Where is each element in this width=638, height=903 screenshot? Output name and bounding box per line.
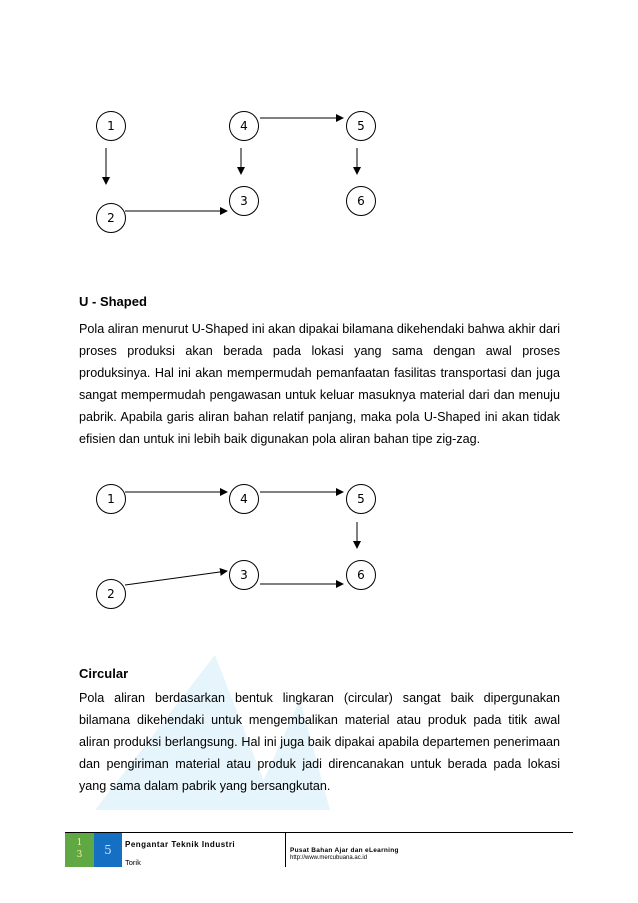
node-2: 2 [96,579,126,609]
node-5: 5 [346,111,376,141]
node-1: 1 [96,111,126,141]
flow-diagram-top [0,0,638,240]
section-heading-circular: Circular [79,666,129,681]
node-3: 3 [229,186,259,216]
section-heading-u-shaped: U - Shaped [79,294,147,309]
section-text-u-shaped: Pola aliran menurut U-Shaped ini akan dipakai bilamana dikehendaki bahwa akhir dari proses produksi akan berada pada lokasi yang sama dengan awal proses produksinya. Hal ini akan mempermudah pemanfaatan fasilitas transportasi dan juga sangat mempermudah pengawasan untuk keluar masuknya material dari dan menuju pabrik. Apabila garis aliran bahan relatif panjang, maka pola U-Shaped ini akan tidak efisien dan untuk ini lebih baik digunakan pola aliran bahan tipe zig-zag. [79,322,560,446]
page-digit-bottom: 3 [76,850,83,860]
node-1: 1 [96,484,126,514]
node-2: 2 [96,203,126,233]
node-4: 4 [229,484,259,514]
node-5: 5 [346,484,376,514]
footer-url: http://www.mercubuana.ac.id [290,855,368,861]
flow-diagram-u-shaped [0,470,638,615]
page-footer [65,832,573,868]
flow-arrows-top [0,0,638,240]
node-4: 4 [229,111,259,141]
node-3: 3 [229,560,259,590]
footer-author: Torik [125,858,141,867]
footer-rule [65,832,573,833]
footer-center-name: Pusat Bahan Ajar dan eLearning [290,847,399,854]
page-number-digit: 5 [94,833,122,867]
arrow-2-to-3 [125,571,227,585]
node-6: 6 [346,186,376,216]
footer-divider [285,833,286,867]
section-text-circular: Pola aliran berdasarkan bentuk lingkaran (circular) sangat baik dipergunakan bilamana dikehendaki untuk mengembalikan material atau produk pada titik awal aliran produksi berlangsung. Hal ini juga baik dipakai apabila departemen penerimaan dan pengiriman material atau produk jadi direncanakan untuk berada pada lokasi yang sama dalam pabrik yang bersangkutan. [79,691,560,793]
page-number-block [65,833,94,867]
node-6: 6 [346,560,376,590]
footer-course-title: Pengantar Teknik Industri [125,840,236,849]
page-digit-top: 1 [76,838,83,848]
